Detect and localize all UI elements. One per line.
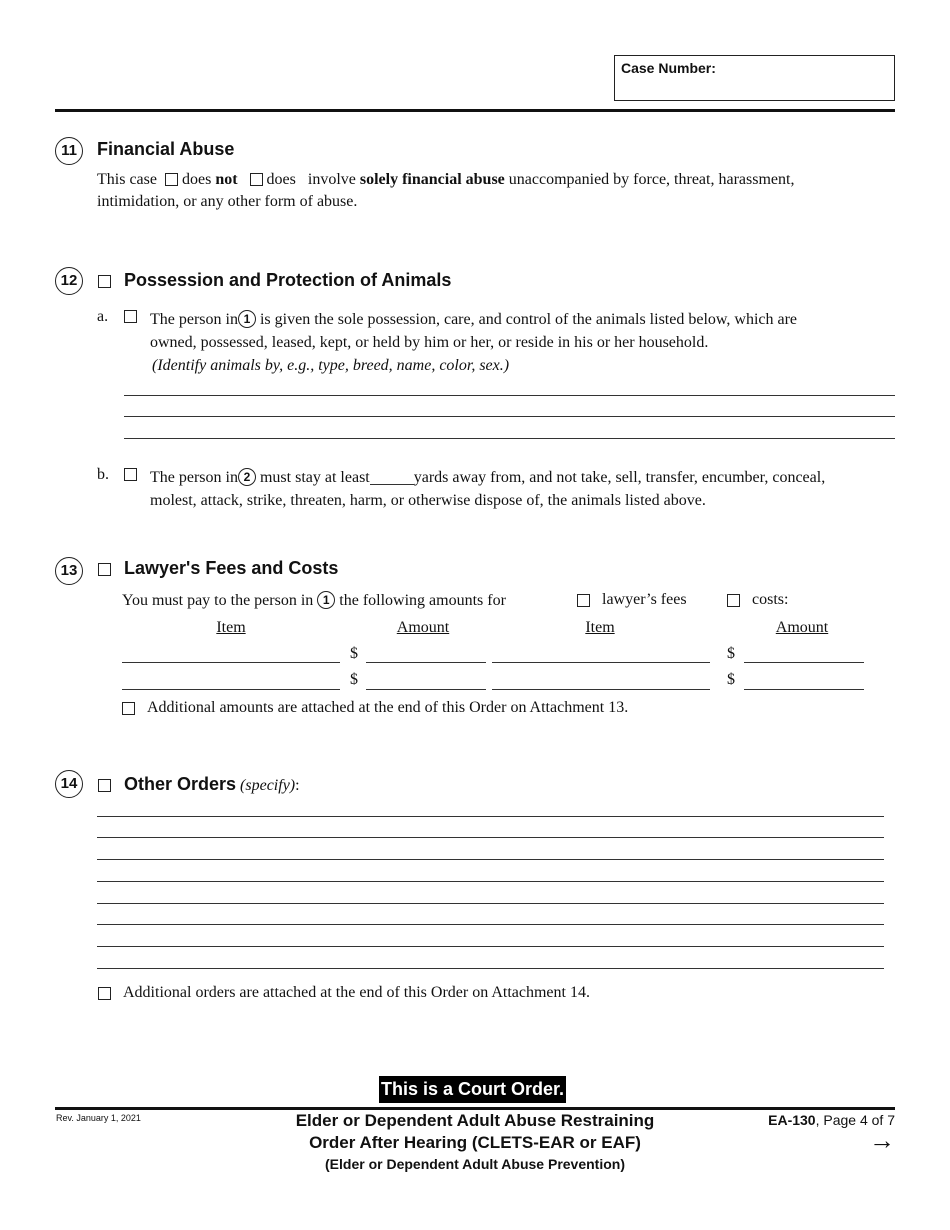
other-orders-line-2[interactable]	[97, 837, 884, 838]
pay-text: You must pay to the person in 1 the following amounts for	[122, 592, 506, 609]
section-11-title: Financial Abuse	[97, 139, 235, 159]
section-14-title-row: Other Orders (specify):	[124, 774, 300, 794]
section-14-title: Other Orders	[124, 774, 237, 794]
section-13-number: 13	[55, 557, 83, 585]
attachment-14-text: Additional orders are attached at the end of this Order on Attachment 14.	[123, 984, 590, 1001]
item-12a-text: The person in 1 is given the sole possession, care, and control of the animals listed below, which are owned, possessed, leased, kept, or held by him or her, or reside in his or her household.	[150, 311, 798, 351]
attachment-14-checkbox[interactable]	[98, 987, 111, 1000]
case-number-box[interactable]	[614, 55, 895, 101]
col-amount-2: Amount	[775, 619, 829, 636]
dollar-sign: $	[350, 645, 358, 662]
item-12b-checkbox[interactable]	[124, 468, 137, 481]
animals-hint: (Identify animals by, e.g., type, breed, name, color, sex.)	[152, 357, 510, 374]
animals-line-3[interactable]	[124, 438, 895, 439]
form-id: EA-130	[768, 1112, 816, 1128]
attachment-13-checkbox[interactable]	[122, 702, 135, 715]
dollar-sign: $	[350, 671, 358, 688]
section-13-title: Lawyer's Fees and Costs	[124, 558, 339, 578]
revision-date: Rev. January 1, 2021	[56, 1113, 141, 1123]
animals-line-2[interactable]	[124, 416, 895, 417]
fee-amount-3-field[interactable]	[366, 689, 486, 690]
item-12b-label: b.	[97, 466, 109, 483]
next-page-arrow-icon: →	[869, 1125, 895, 1155]
fee-item-3-field[interactable]	[122, 689, 340, 690]
other-orders-line-6[interactable]	[97, 924, 884, 925]
does-checkbox[interactable]	[250, 173, 263, 186]
party-2-ref: 2	[238, 468, 256, 486]
item-12b-text: The person in 2 must stay at least yards away from, and not take, sell, transfer, encumber, conceal, molest, attack, strike, threaten, harm, or otherwise dispose of, the animals listed above.	[150, 469, 826, 509]
does-not-checkbox[interactable]	[165, 173, 178, 186]
fee-amount-1-field[interactable]	[366, 662, 486, 663]
animals-line-1[interactable]	[124, 395, 895, 396]
section-11-number: 11	[55, 137, 83, 165]
case-number-label: Case Number:	[621, 60, 716, 76]
other-orders-line-4[interactable]	[97, 881, 884, 882]
dollar-sign: $	[727, 671, 735, 688]
item-12a-checkbox[interactable]	[124, 310, 137, 323]
party-1-ref: 1	[238, 310, 256, 328]
lawyers-fees-checkbox[interactable]	[577, 594, 590, 607]
col-item-2: Item	[585, 619, 615, 636]
other-orders-line-7[interactable]	[97, 946, 884, 947]
col-amount-1: Amount	[396, 619, 450, 636]
lawyers-fees-label: lawyer’s fees	[602, 591, 687, 608]
costs-checkbox[interactable]	[727, 594, 740, 607]
other-orders-line-3[interactable]	[97, 859, 884, 860]
section-14-checkbox[interactable]	[98, 779, 111, 792]
section-12-title: Possession and Protection of Animals	[124, 270, 452, 290]
fee-amount-2-field[interactable]	[744, 662, 864, 663]
other-orders-line-5[interactable]	[97, 903, 884, 904]
item-12a-label: a.	[97, 308, 109, 325]
col-item-1: Item	[216, 619, 246, 636]
fee-item-2-field[interactable]	[492, 662, 710, 663]
specify-hint: (specify)	[240, 777, 296, 794]
court-order-banner: This is a Court Order.	[379, 1076, 566, 1103]
section-12-number: 12	[55, 267, 83, 295]
costs-label: costs:	[752, 591, 789, 608]
section-11-text: This case does not does involve solely financial abuse unaccompanied by force, threat, harassment, intimidation, or any other form of abuse.	[97, 171, 795, 210]
fee-amount-4-field[interactable]	[744, 689, 864, 690]
other-orders-line-8[interactable]	[97, 968, 884, 969]
dollar-sign: $	[727, 645, 735, 662]
form-title: Elder or Dependent Adult Abuse Restraining Order After Hearing (CLETS-EAR or EAF) (Elder or Dependent Adult Abuse Prevention)	[295, 1111, 655, 1172]
header-rule	[55, 109, 895, 112]
yards-blank[interactable]	[370, 468, 414, 485]
fee-item-1-field[interactable]	[122, 662, 340, 663]
section-13-checkbox[interactable]	[98, 563, 111, 576]
attachment-13-text: Additional amounts are attached at the end of this Order on Attachment 13.	[147, 699, 629, 716]
other-orders-line-1[interactable]	[97, 816, 884, 817]
section-12-checkbox[interactable]	[98, 275, 111, 288]
section-14-number: 14	[55, 770, 83, 798]
fee-item-4-field[interactable]	[492, 689, 710, 690]
page-number: , Page 4 of 7	[815, 1112, 895, 1128]
party-1-ref-13: 1	[317, 591, 335, 609]
